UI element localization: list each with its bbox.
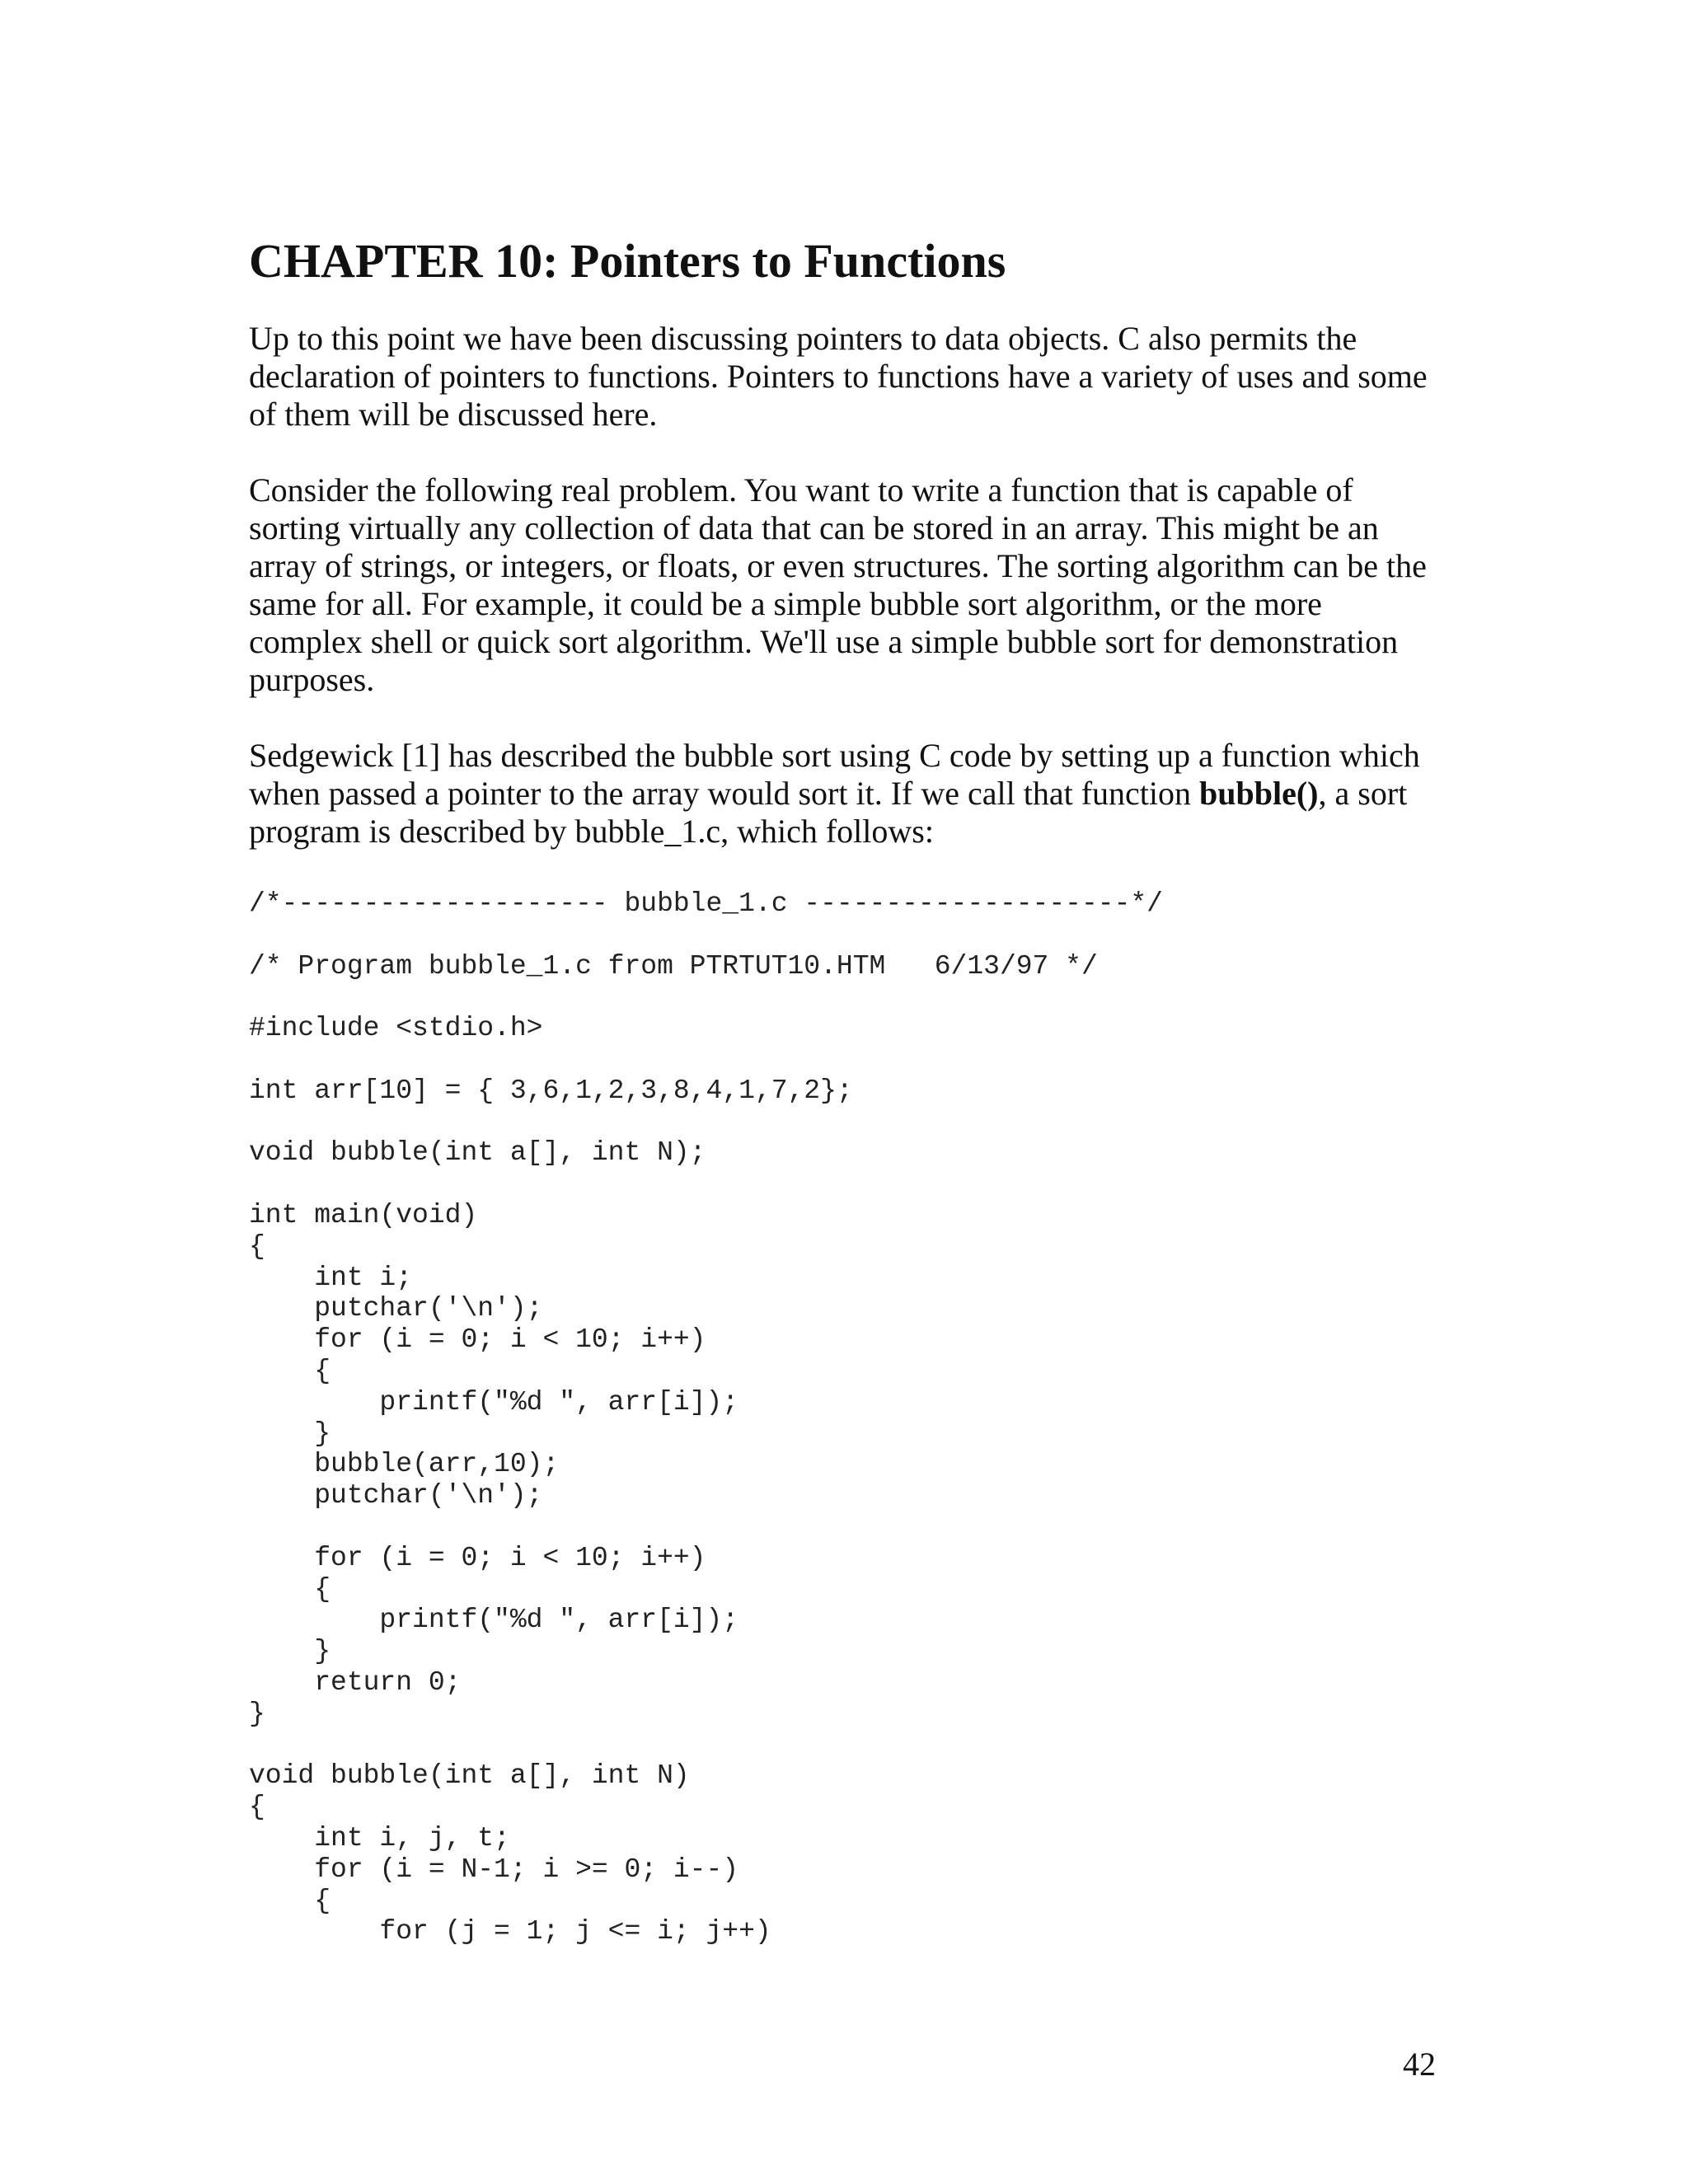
code-line: /* Program bubble_1.c from PTRTUT10.HTM 6/13/97 */	[249, 950, 1098, 982]
code-line: {	[249, 1230, 265, 1262]
paragraph-line: purposes.	[249, 661, 375, 698]
code-line: for (i = 0; i < 10; i++)	[249, 1542, 706, 1573]
document-page	[249, 232, 1469, 1947]
code-listing	[249, 888, 1469, 1947]
code-line: putchar('\n');	[249, 1480, 543, 1511]
code-line: for (i = 0; i < 10; i++)	[249, 1324, 706, 1356]
code-line: {	[249, 1792, 265, 1823]
paragraph-line: array of strings, or integers, or floats, or even structures. The sorting algorithm can be the	[249, 547, 1427, 584]
intro-paragraph	[249, 320, 1469, 434]
code-line: for (j = 1; j <= i; j++)	[249, 1916, 771, 1947]
code-line: #include <stdio.h>	[249, 1013, 543, 1044]
code-line: void bubble(int a[], int N);	[249, 1137, 706, 1169]
code-line: return 0;	[249, 1666, 462, 1698]
problem-paragraph	[249, 471, 1469, 699]
paragraph-line: sorting virtually any collection of data that can be stored in an array. This might be an	[249, 509, 1379, 546]
paragraph-line: program is described by bubble_1.c, which follows:	[249, 813, 934, 850]
paragraph-line: Up to this point we have been discussing pointers to data objects. C also permits the	[249, 320, 1357, 357]
code-line: printf("%d ", arr[i]);	[249, 1605, 739, 1636]
code-line: {	[249, 1355, 331, 1386]
code-line: void bubble(int a[], int N)	[249, 1760, 690, 1792]
code-line: }	[249, 1418, 331, 1449]
chapter-title: CHAPTER 10: Pointers to Functions	[249, 234, 1006, 288]
code-line: printf("%d ", arr[i]);	[249, 1386, 739, 1418]
code-line: }	[249, 1698, 265, 1729]
code-line: int main(void)	[249, 1199, 478, 1230]
paragraph-line	[249, 775, 1469, 813]
code-line: int i;	[249, 1262, 413, 1293]
paragraph-line: declaration of pointers to functions. Pointers to functions have a variety of uses and some	[249, 358, 1428, 395]
paragraph-line: of them will be discussed here.	[249, 396, 658, 433]
code-line: {	[249, 1573, 331, 1605]
code-line: /*-------------------- bubble_1.c --------------------*/	[249, 888, 1163, 919]
page-number: 42	[1403, 2046, 1436, 2083]
code-line: int i, j, t;	[249, 1822, 510, 1854]
text-run: , a sort	[1318, 775, 1408, 812]
code-line: }	[249, 1636, 331, 1667]
paragraph-line: same for all. For example, it could be a simple bubble sort algorithm, or the more	[249, 585, 1322, 622]
paragraph-line: complex shell or quick sort algorithm. We'll use a simple bubble sort for demonstration	[249, 623, 1399, 660]
paragraph-line: Sedgewick [1] has described the bubble sort using C code by setting up a function which	[249, 737, 1420, 774]
text-run: when passed a pointer to the array would sort it. If we call that function	[249, 775, 1199, 812]
paragraph-line: Consider the following real problem. You want to write a function that is capable of	[249, 471, 1353, 509]
sedgewick-paragraph	[249, 737, 1469, 851]
code-line: {	[249, 1885, 331, 1916]
code-line: bubble(arr,10);	[249, 1449, 560, 1480]
function-name-bold: bubble()	[1199, 775, 1319, 812]
code-line: for (i = N-1; i >= 0; i--)	[249, 1854, 739, 1885]
code-line: int arr[10] = { 3,6,1,2,3,8,4,1,7,2};	[249, 1075, 853, 1106]
code-line: putchar('\n');	[249, 1293, 543, 1324]
